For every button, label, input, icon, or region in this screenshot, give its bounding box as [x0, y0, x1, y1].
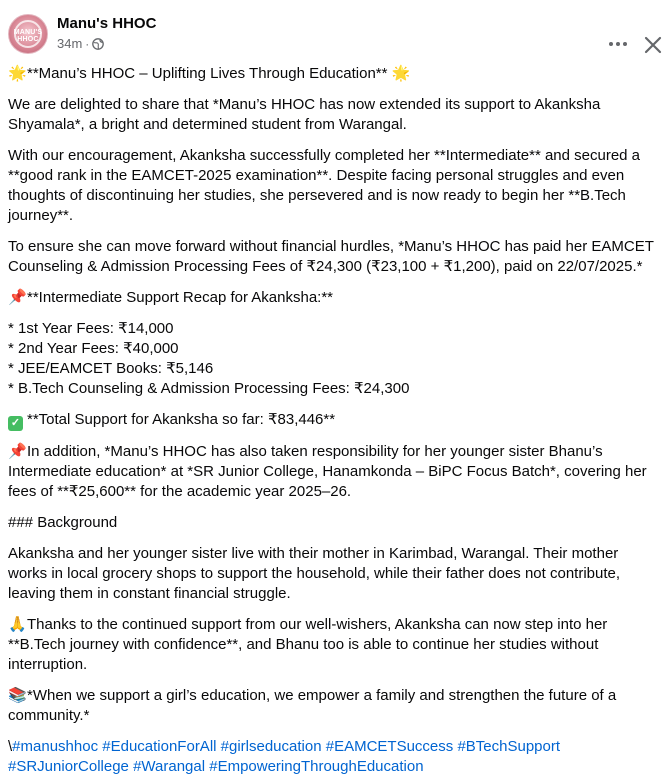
quote-text: *When we support a girl’s education, we empower a family and strengthen the future of a community.* [8, 687, 617, 724]
background-paragraph: Akanksha and her younger sister live with their mother in Karimbad, Warangal. Their mother works in local grocery shops to support the household, while their father does not contribute, leaving them in constant financial struggle. [8, 545, 621, 602]
ellipsis-dot [623, 42, 627, 46]
post-timestamp[interactable]: 34m [57, 36, 83, 51]
total-support-line [8, 410, 660, 431]
books-icon: 📚 [8, 687, 27, 704]
addition-paragraph [8, 442, 660, 502]
addition-text: In addition, *Manu’s HHOC has also taken responsibility for her younger sister Bhanu’s Intermediate education* at *SR Junior College, Hanamkonda – BiPC Focus Batch*, covering her fees of **₹25,600** for the academic year 2025–26. [8, 443, 647, 500]
hashtag-link[interactable]: #Warangal [133, 758, 206, 775]
hashtag-link[interactable]: #EAMCETSuccess [325, 738, 454, 755]
recap-title: **Intermediate Support Recap for Akanksha:** [27, 289, 334, 306]
post-title: **Manu’s HHOC – Uplifting Lives Through Education** [27, 65, 388, 82]
page-name-link[interactable]: Manu's HHOC [57, 15, 157, 32]
total-support-text: **Total Support for Akanksha so far: ₹83,446** [27, 411, 336, 428]
quote-paragraph [8, 686, 660, 726]
fees-paragraph: To ensure she can move forward without financial hurdles, *Manu’s HHOC has paid her EAMCET Counseling & Admission Processing Fees of ₹24,300 (₹23,100 + ₹1,200), paid on 22/07/2025.* [8, 238, 654, 275]
praying-hands-icon: 🙏 [8, 616, 27, 633]
hashtag-link[interactable]: #BTechSupport [457, 738, 561, 755]
star-emoji-icon: 🌟 [8, 65, 27, 82]
hashtag-list [8, 737, 660, 777]
ellipsis-icon [609, 42, 613, 46]
hashtag-link[interactable]: #girlseducation [220, 738, 322, 755]
avatar-logo-text: MANU'S HHOC [13, 29, 43, 43]
star-emoji-icon: 🌟 [391, 65, 411, 82]
recap-item: * JEE/EAMCET Books: ₹5,146 [8, 360, 214, 377]
page-avatar[interactable] [8, 14, 48, 54]
close-icon[interactable] [639, 31, 667, 59]
hashtag-link[interactable]: #EmpoweringThroughEducation [209, 758, 424, 775]
recap-item: * 2nd Year Fees: ₹40,000 [8, 340, 179, 357]
meta-separator: · [85, 36, 90, 51]
hashtag-link[interactable]: #SRJuniorCollege [8, 758, 129, 775]
thanks-text: Thanks to the continued support from our well-wishers, Akanksha can now step into her **B.Tech journey with confidence**, and Bhanu too is able to continue her studies without interruption. [8, 616, 608, 673]
recap-item: * B.Tech Counseling & Admission Processing Fees: ₹24,300 [8, 380, 410, 397]
achievement-paragraph: With our encouragement, Akanksha successfully completed her **Intermediate** and secured a **good rank in the EAMCET-2025 examination**. Despite facing personal struggles and even thoughts of discontinuing her studies, she persevered and is now ready to begin her **B.Tech journey**. [8, 147, 641, 224]
hashtag-link[interactable]: #EducationForAll [102, 738, 217, 755]
pushpin-icon: 📌 [8, 443, 27, 460]
thanks-paragraph [8, 615, 660, 675]
hashtag-link[interactable]: #manushhoc [12, 738, 99, 755]
post-header [8, 12, 667, 56]
hashtag-prefix: \ [8, 738, 13, 755]
intro-paragraph: We are delighted to share that *Manu’s HHOC has now extended its support to Akanksha Shyamala*, a bright and determined student from Warangal. [8, 96, 601, 133]
globe-icon[interactable] [92, 38, 104, 50]
background-heading: ### Background [8, 514, 118, 531]
recap-heading [8, 288, 660, 308]
recap-item: * 1st Year Fees: ₹14,000 [8, 320, 174, 337]
checkmark-icon: ✓ [8, 416, 23, 431]
more-options-button[interactable] [604, 30, 632, 58]
post-title-line [8, 64, 660, 84]
recap-list [8, 319, 660, 399]
ellipsis-dot [616, 42, 620, 46]
post-body [8, 64, 660, 777]
pushpin-icon: 📌 [8, 289, 27, 306]
post-meta [57, 36, 104, 51]
